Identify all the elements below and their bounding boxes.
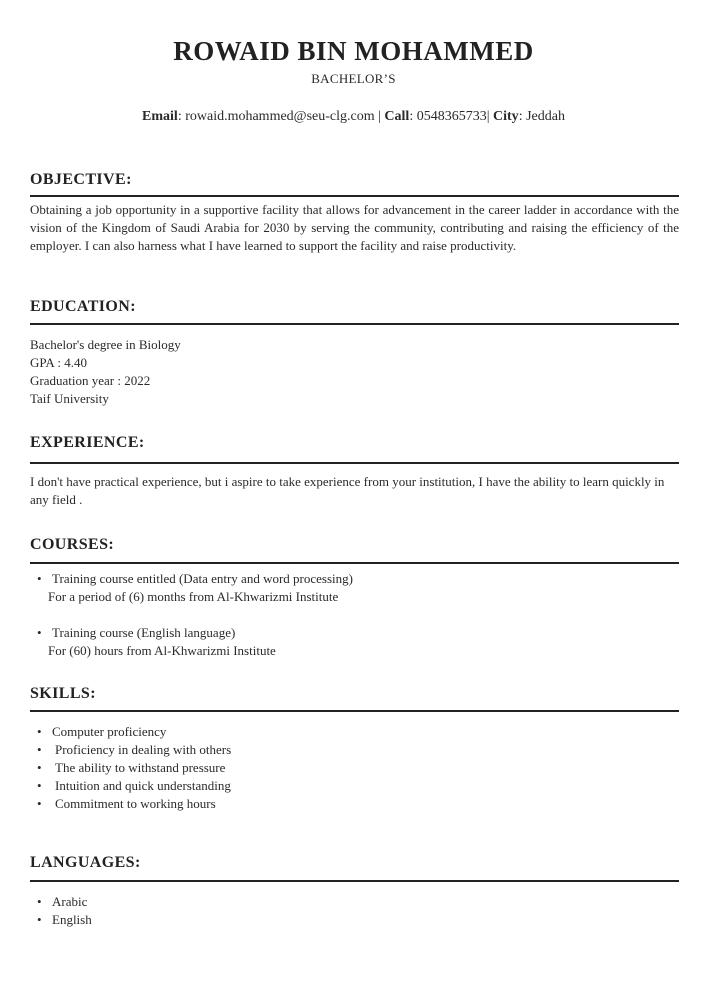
skill-item: • Proficiency in dealing with others bbox=[30, 741, 679, 759]
courses-heading: COURSES: bbox=[30, 536, 115, 553]
course-detail: For a period of (6) months from Al-Khwarizmi Institute bbox=[48, 589, 339, 604]
skill-item: • Commitment to working hours bbox=[30, 795, 679, 813]
phone-value: 0548365733 bbox=[416, 109, 487, 124]
email-label: Email bbox=[142, 109, 178, 124]
course-title: Training course (English language) bbox=[52, 625, 236, 640]
course-title: Training course entitled (Data entry and word processing) bbox=[52, 571, 353, 586]
skills-divider bbox=[30, 710, 679, 712]
languages-list bbox=[30, 893, 679, 929]
education-details bbox=[30, 336, 679, 408]
education-gpa: GPA : 4.40 bbox=[30, 355, 87, 370]
objective-divider bbox=[30, 195, 679, 197]
languages-heading: LANGUAGES: bbox=[30, 854, 141, 871]
objective-text: Obtaining a job opportunity in a supportive facility that allows for advancement in the career ladder in accordance with the vision of the Kingdom of Saudi Arabia for 2030 by serving the community, contributing and raising the efficiency of the employer. I can also harness what I have learned to support the facility and raise productivity. bbox=[30, 202, 679, 253]
candidate-name: ROWAID BIN MOHAMMED bbox=[173, 36, 534, 66]
education-divider bbox=[30, 323, 679, 325]
city-label: City bbox=[493, 109, 519, 124]
courses-divider bbox=[30, 562, 679, 564]
skill-item: • The ability to withstand pressure bbox=[30, 759, 679, 777]
skill-item: • Intuition and quick understanding bbox=[30, 777, 679, 795]
experience-divider bbox=[30, 462, 679, 464]
degree-title: BACHELOR’S bbox=[311, 71, 396, 86]
education-heading: EDUCATION: bbox=[30, 298, 136, 315]
experience-text: I don't have practical experience, but i aspire to take experience from your institution, I have the ability to learn quickly in any field . bbox=[30, 474, 665, 507]
education-graduation-year: Graduation year : 2022 bbox=[30, 373, 151, 388]
education-university: Taif University bbox=[30, 391, 109, 406]
objective-heading: OBJECTIVE: bbox=[30, 171, 132, 188]
call-label: Call bbox=[384, 109, 410, 124]
skills-list bbox=[30, 723, 679, 813]
courses-list bbox=[30, 570, 679, 660]
language-item: • English bbox=[30, 911, 679, 929]
language-item: • Arabic bbox=[30, 893, 679, 911]
course-item bbox=[30, 624, 679, 642]
skill-item: • Computer proficiency bbox=[30, 723, 679, 741]
experience-heading: EXPERIENCE: bbox=[30, 434, 145, 451]
course-item bbox=[30, 570, 679, 588]
contact-line: Email: rowaid.mohammed@seu-clg.com | Call: 0548365733| City: Jeddah bbox=[142, 109, 565, 124]
email-value[interactable]: rowaid.mohammed@seu-clg.com bbox=[185, 109, 375, 124]
education-degree: Bachelor's degree in Biology bbox=[30, 337, 181, 352]
course-detail: For (60) hours from Al-Khwarizmi Institute bbox=[48, 643, 276, 658]
languages-divider bbox=[30, 880, 679, 882]
city-value: Jeddah bbox=[526, 109, 565, 124]
skills-heading: SKILLS: bbox=[30, 685, 96, 702]
